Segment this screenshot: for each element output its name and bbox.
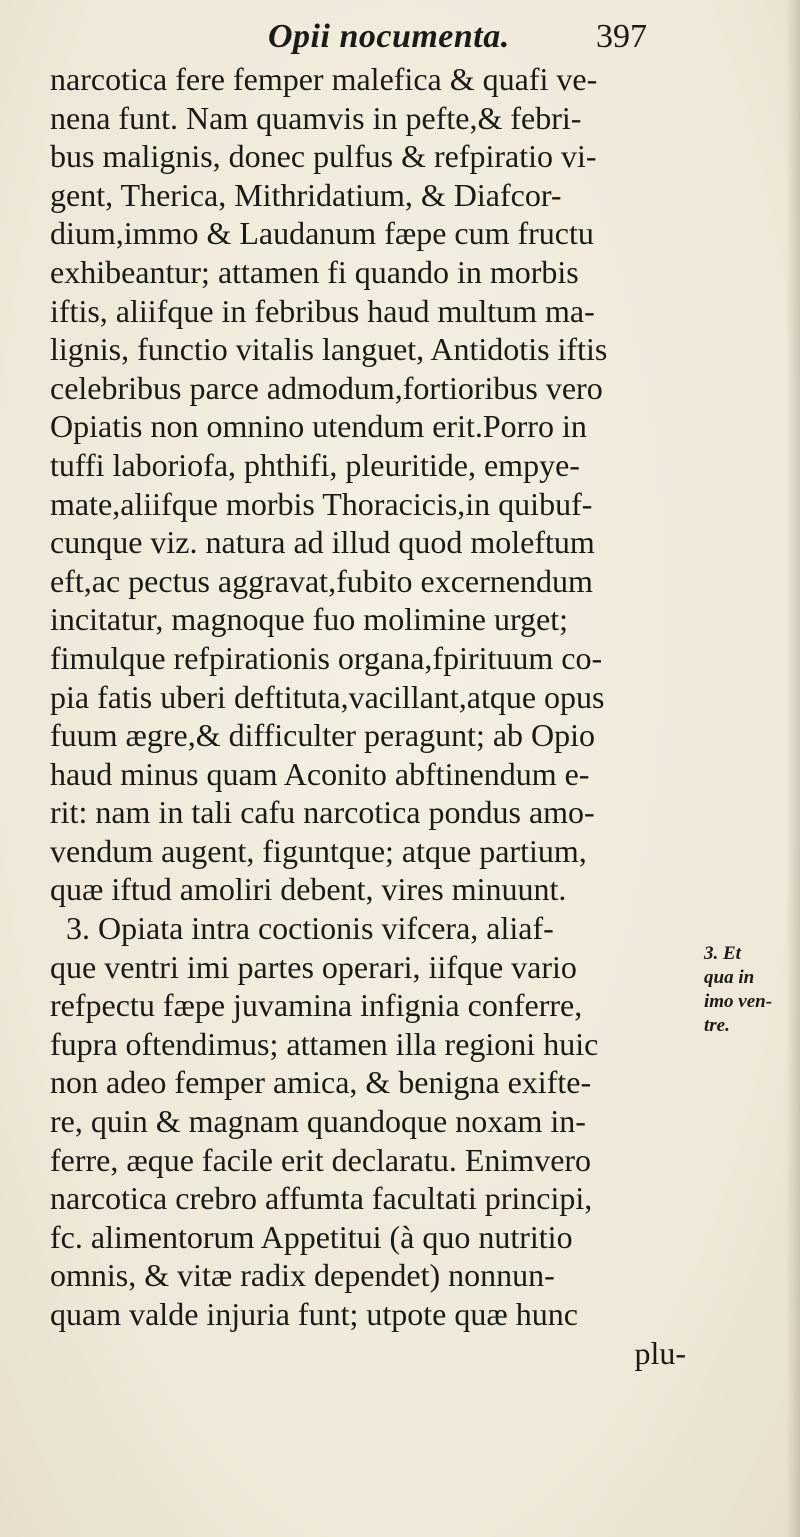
text-line: fuum ægre,& difficulter peragunt; ab Opio [50, 717, 596, 754]
text-line: que ventri imi partes operari, iifque vario [50, 948, 577, 985]
text-line: narcotica fere femper malefica & quafi ve- [50, 61, 598, 97]
text-line: exhibeantur; attamen fi quando in morbis [50, 253, 579, 290]
text-line: narcotica crebro affumta facultati principi, [50, 1180, 593, 1217]
text-line: non adeo femper amica, & benigna exifte- [50, 1064, 592, 1101]
text-line: omnis, & vitæ radix dependet) nonnun- [50, 1257, 555, 1294]
text-line: refpectu fæpe juvamina infignia conferre, [50, 987, 583, 1024]
running-title: Opii nocumenta. [268, 18, 510, 55]
text-line: pia fatis uberi deftituta,vacillant,atque opus [50, 678, 605, 715]
text-line: tuffi laboriofa, phthifi, pleuritide, empye- [50, 446, 580, 483]
text-line: Opiatis non omnino utendum erit.Porro in [50, 408, 587, 445]
text-line: mate,aliifque morbis Thoracicis,in quibuf- [50, 485, 593, 522]
text-line: rit: nam in tali cafu narcotica pondus amo- [50, 794, 595, 831]
text-line: vendum augent, figuntque; atque partium, [50, 832, 587, 869]
text-line: bus malignis, donec pulfus & refpiratio vi- [50, 138, 597, 175]
margin-note [704, 942, 796, 1038]
text-line: re, quin & magnam quandoque noxam in- [50, 1103, 586, 1140]
margin-note-line: qua in [704, 967, 755, 988]
margin-note-line: imo ven- [704, 991, 773, 1012]
text-line: celebribus parce admodum,fortioribus vero [50, 369, 603, 406]
page-number: 397 [596, 18, 647, 55]
text-line: gent, Therica, Mithridatium, & Diafcor- [50, 176, 562, 213]
page-header [0, 18, 800, 62]
margin-note-line: tre. [704, 1015, 730, 1036]
text-line: incitatur, magnoque fuo molimine urget; [50, 601, 569, 638]
section-start-line: 3. Opiata intra coctionis vifcera, aliaf- [66, 910, 554, 947]
text-line: lignis, functio vitalis languet, Antidotis iftis [50, 331, 608, 368]
catchword: plu- [634, 1334, 686, 1371]
text-line: eft,ac pectus aggravat,fubito excernendum [50, 562, 593, 599]
margin-note-line: 3. Et [704, 943, 741, 964]
text-line: nena funt. Nam quamvis in pefte,& febri- [50, 99, 582, 136]
text-line: quæ iftud amoliri debent, vires minuunt. [50, 871, 567, 908]
text-line: haud minus quam Aconito abftinendum e- [50, 755, 590, 792]
text-line: iftis, aliifque in febribus haud multum ma- [50, 292, 595, 329]
page-edge-shadow [786, 0, 800, 1537]
text-line: cunque viz. natura ad illud quod moleftum [50, 524, 595, 561]
text-line: dium,immo & Laudanum fæpe cum fructu [50, 215, 594, 252]
text-line: fc. alimentorum Appetitui (à quo nutritio [50, 1218, 573, 1255]
body-text [50, 60, 690, 1372]
text-line: quam valde injuria funt; utpote quæ hunc [50, 1296, 578, 1332]
text-line: ferre, æque facile erit declaratu. Enimvero [50, 1141, 592, 1178]
text-line: fimulque refpirationis organa,fpirituum co- [50, 639, 603, 676]
text-line: fupra oftendimus; attamen illa regioni huic [50, 1025, 599, 1062]
